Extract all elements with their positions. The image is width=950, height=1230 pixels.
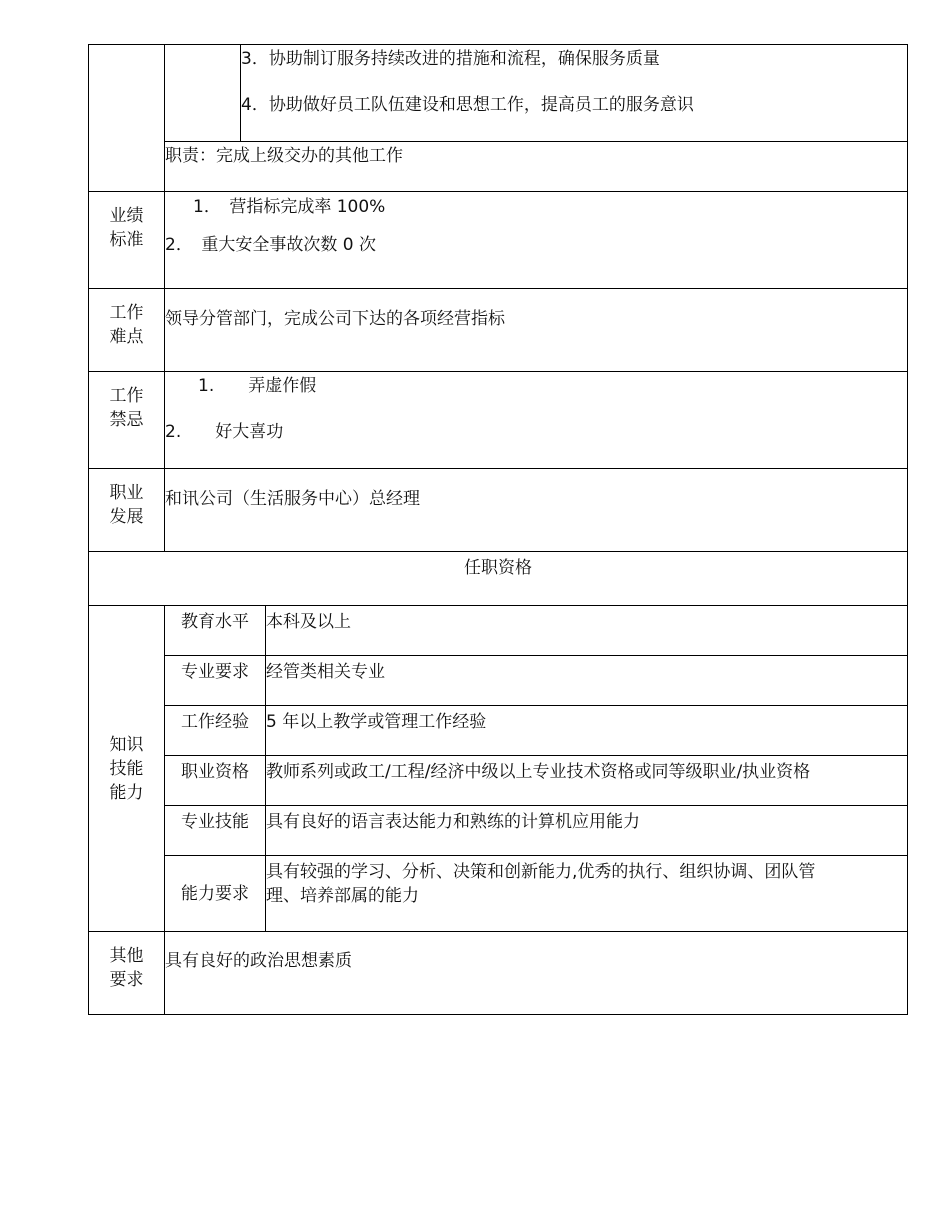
difficulty-row [89,289,908,372]
difficulty-text: 领导分管部门，完成公司下达的各项经营指标 [165,289,908,372]
qualifications-group-label [89,606,165,932]
other-req-label-line: 其他 [109,946,144,966]
performance-label [89,192,165,289]
performance-row [89,192,908,289]
career-text: 和讯公司（生活服务中心）总经理 [165,469,908,552]
qual-value-line: 具有较强的学习、分析、决策和创新能力,优秀的执行、组织协调、团队管 [266,862,816,882]
qual-label: 教育水平 [165,606,266,656]
duties-row [89,45,908,142]
qualifications-title-row [89,552,908,606]
other-req-text: 具有良好的政治思想素质 [165,932,908,1015]
difficulty-label [89,289,165,372]
duty-item: 3．协助制订服务持续改进的措施和流程，确保服务质量 [241,49,660,69]
group-label-line: 知识 [109,734,144,755]
qual-label: 工作经验 [165,706,266,756]
qual-label: 专业技能 [165,806,266,856]
difficulty-label-line: 工作 [109,303,144,323]
qual-value: 教师系列或政工/工程/经济中级以上专业技术资格或同等级职业/执业资格 [266,756,908,806]
duties-items-cell [241,45,908,142]
taboo-label-line: 禁忌 [109,410,144,430]
other-req-label-line: 要求 [109,970,144,990]
qual-label: 专业要求 [165,656,266,706]
qualifications-title: 任职资格 [89,552,908,606]
qual-row [89,756,908,806]
duties-other-row [89,142,908,192]
qual-value: 5 年以上教学或管理工作经验 [266,706,908,756]
taboo-item: 1. 弄虚作假 [198,376,317,396]
career-label-line: 发展 [109,507,144,527]
career-row [89,469,908,552]
career-label-line: 职业 [109,483,144,503]
performance-label-line: 业绩 [109,206,144,226]
performance-item: 1． 营指标完成率 100% [193,197,386,217]
other-req-row [89,932,908,1015]
qual-value: 本科及以上 [266,606,908,656]
qual-row [89,656,908,706]
taboo-item: 2. 好大喜功 [165,422,284,442]
duties-other-text: 职责：完成上级交办的其他工作 [165,142,908,192]
performance-label-line: 标准 [109,230,144,250]
other-req-label [89,932,165,1015]
qual-row [89,806,908,856]
qual-label: 职业资格 [165,756,266,806]
career-label [89,469,165,552]
performance-item: 2． 重大安全事故次数 0 次 [165,235,376,255]
taboo-label-line: 工作 [109,386,144,406]
taboo-label [89,372,165,469]
group-label-line: 能力 [109,782,144,803]
duty-item: 4．协助做好员工队伍建设和思想工作，提高员工的服务意识 [241,95,694,115]
qual-row [89,606,908,656]
qual-value [266,856,908,932]
group-label-line: 技能 [109,758,144,779]
job-description-table [88,44,908,1015]
qual-value: 具有良好的语言表达能力和熟练的计算机应用能力 [266,806,908,856]
performance-content [165,192,908,289]
duties-label-cell [89,45,165,192]
qual-value-line: 理、培养部属的能力 [266,886,419,906]
taboo-content [165,372,908,469]
difficulty-label-line: 难点 [109,327,144,347]
qual-label: 能力要求 [165,856,266,932]
taboo-row [89,372,908,469]
qual-value: 经管类相关专业 [266,656,908,706]
qual-row [89,706,908,756]
qual-row [89,856,908,932]
duties-sub-cell [165,45,241,142]
